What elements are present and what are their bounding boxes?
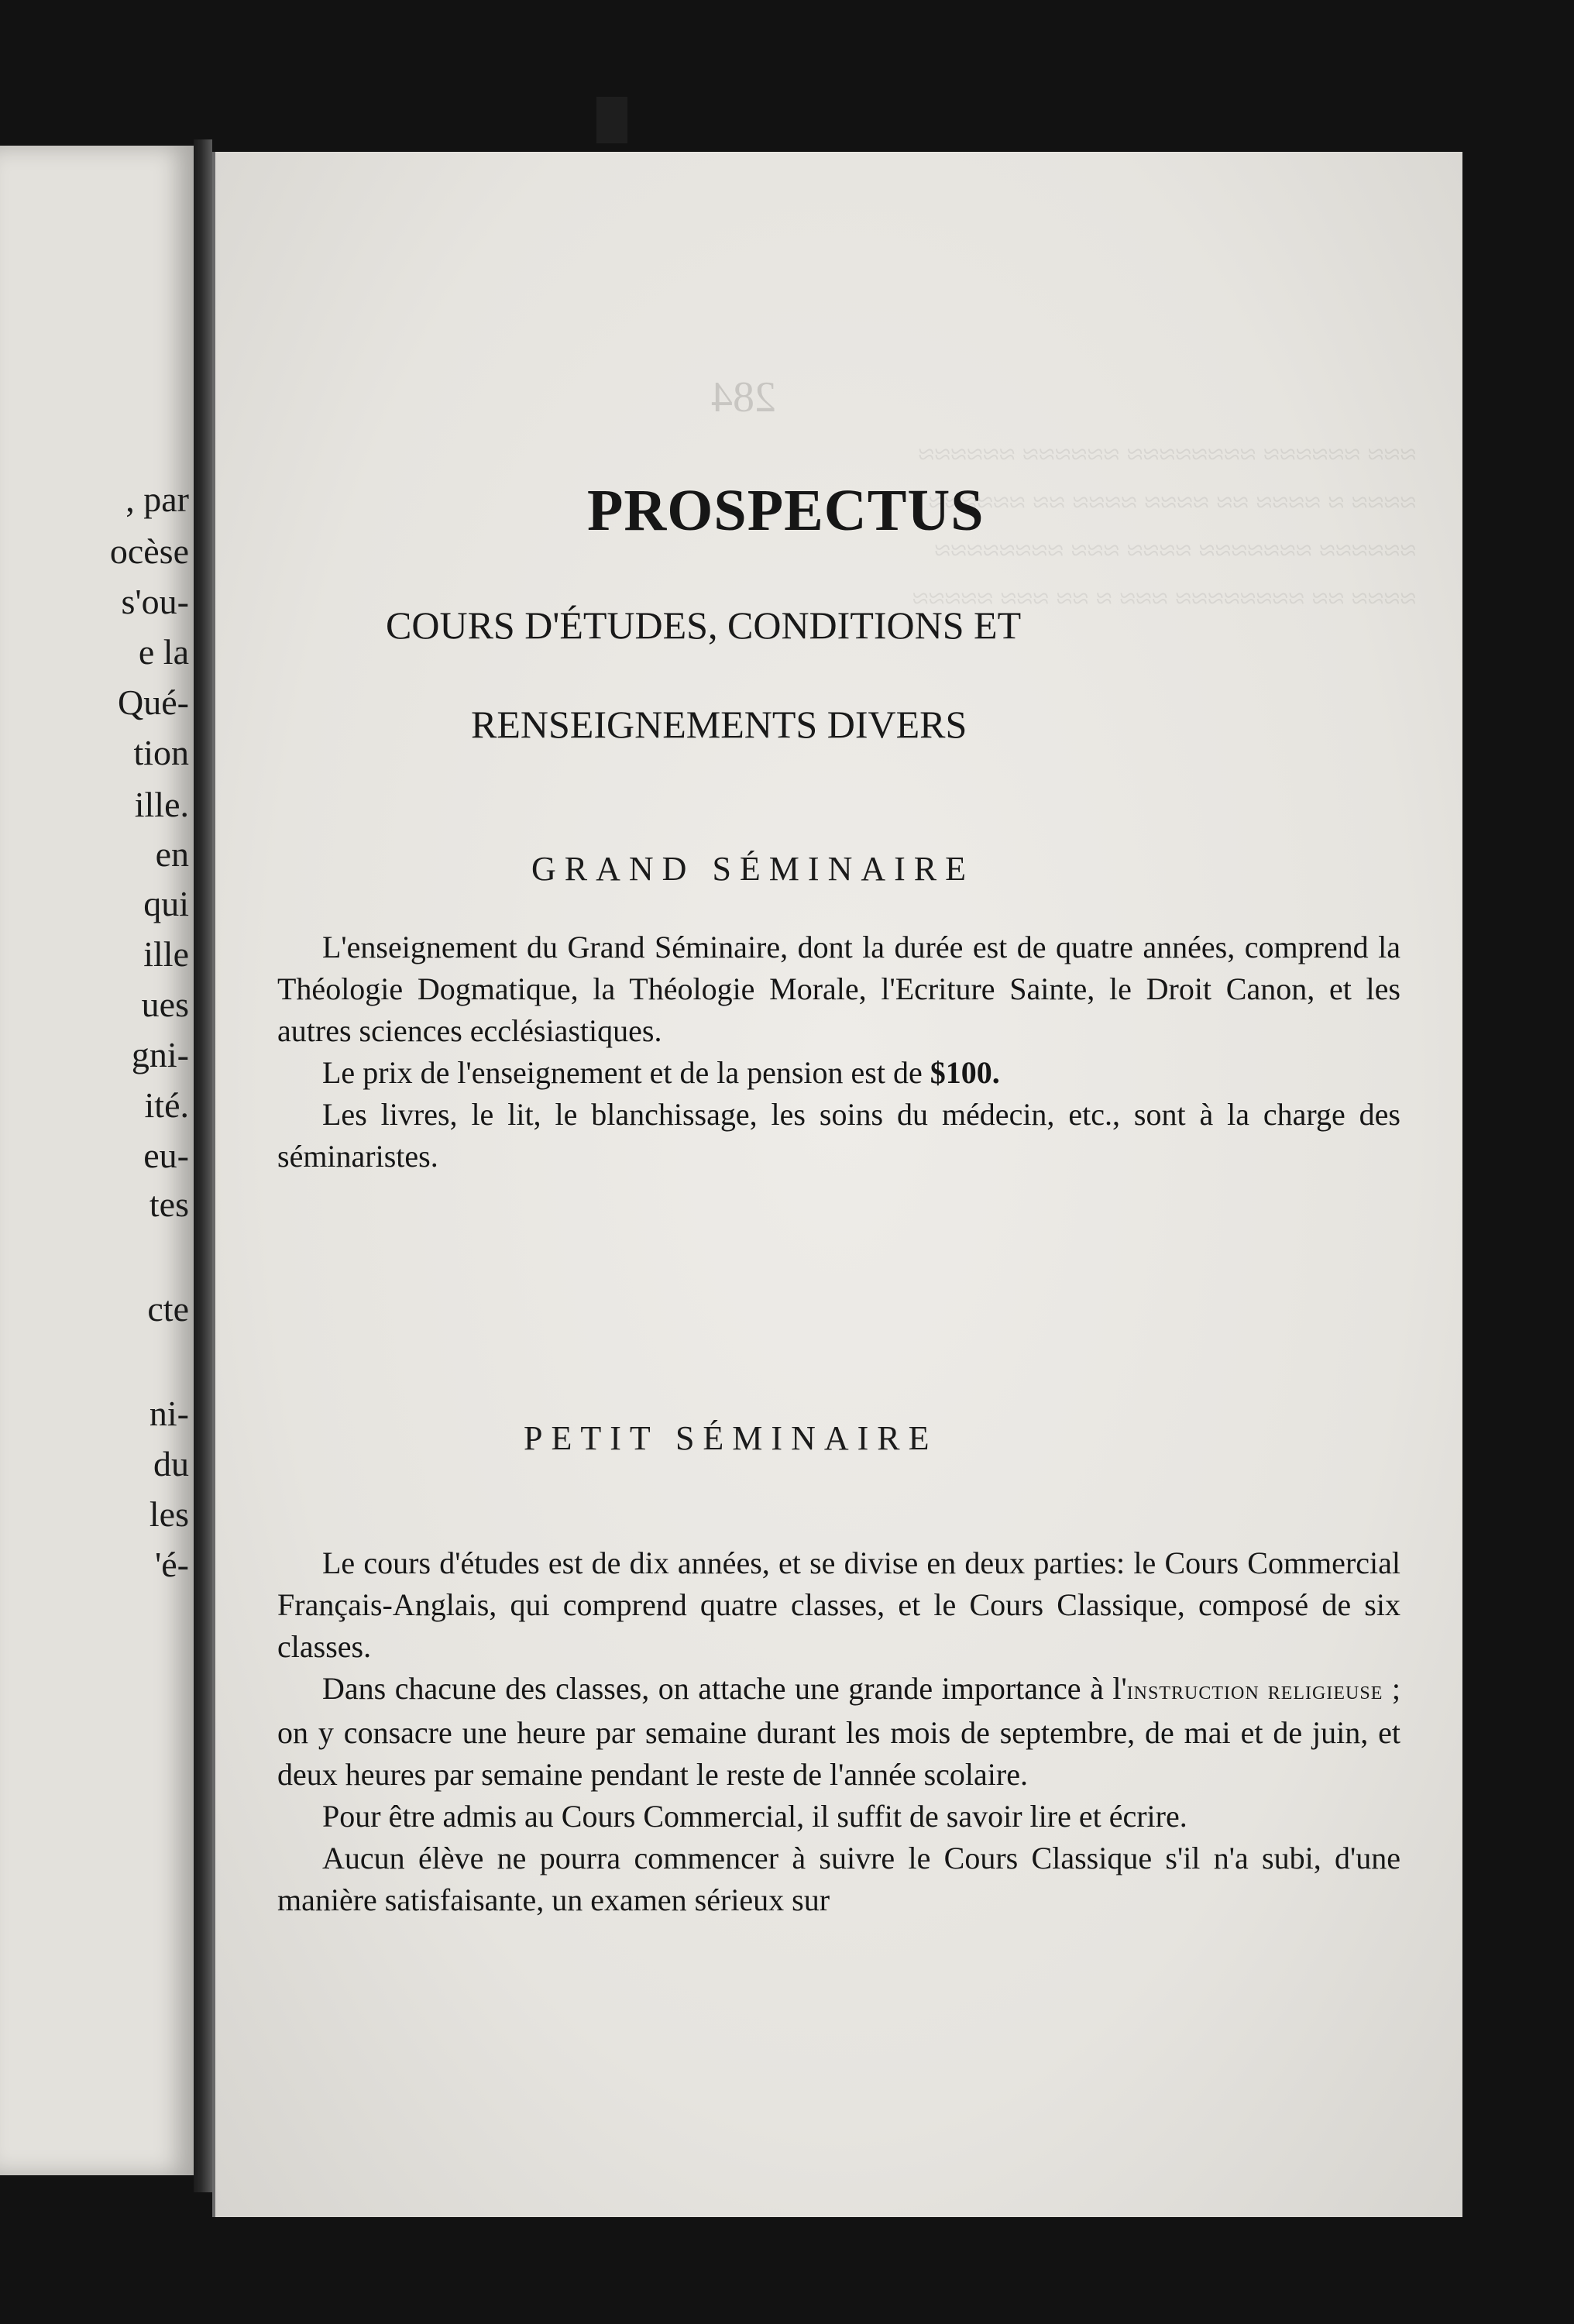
left-page-fragment: tes bbox=[149, 1184, 189, 1224]
left-page-fragment: cte bbox=[147, 1289, 189, 1329]
left-page-fragment: , par bbox=[125, 480, 189, 519]
page-number-bleedthrough: 284 bbox=[711, 373, 776, 421]
left-page-fragment: en bbox=[155, 834, 189, 874]
left-page-fragment: du bbox=[153, 1444, 189, 1483]
left-page-fragment: s'ou- bbox=[121, 582, 189, 621]
subtitle-line-2: RENSEIGNEMENTS DIVERS bbox=[471, 703, 967, 746]
price-sentence: Le prix de l'enseignement et de la pension est de bbox=[322, 1055, 923, 1090]
main-page bbox=[212, 152, 1462, 2217]
grand-seminaire-body bbox=[277, 927, 1400, 1177]
paragraph: Le cours d'études est de dix années, et se divise en deux parties: le Cours Commercial Français-Anglais, qui comprend quatre classes, et le Cours Classique, composé de six classes. bbox=[277, 1545, 1400, 1664]
text-run: Dans chacune des classes, on attache une grande importance à l' bbox=[322, 1671, 1127, 1706]
left-page-fragment: ille. bbox=[134, 785, 189, 824]
left-page-fragment: e la bbox=[138, 632, 189, 672]
paragraph bbox=[277, 1668, 1400, 1796]
left-page-fragment: qui bbox=[143, 884, 189, 923]
paragraph: Aucun élève ne pourra commencer à suivre le Cours Classique s'il n'a subi, d'une manière satisfaisante, un examen sérieux sur bbox=[277, 1841, 1400, 1917]
smallcaps-text: instruction religieuse bbox=[1126, 1676, 1383, 1705]
paragraph bbox=[277, 1052, 1400, 1094]
section-heading-grand-seminaire: GRAND SÉMINAIRE bbox=[531, 850, 974, 888]
paragraph: L'enseignement du Grand Séminaire, dont la durée est de quatre années, comprend la Théologie Dogmatique, la Théologie Morale, l'Ecriture Sainte, le Droit Canon, et les autres sciences ecclésiastiques. bbox=[277, 930, 1400, 1048]
subtitle-line-1: COURS D'ÉTUDES, CONDITIONS ET bbox=[386, 603, 1022, 647]
left-page-fragment: eu- bbox=[143, 1136, 189, 1175]
left-page-fragment: ocèse bbox=[109, 531, 189, 571]
left-page-fragment: tion bbox=[133, 733, 189, 772]
book-gutter bbox=[194, 139, 212, 2192]
paragraph: Pour être admis au Cours Commercial, il suffit de savoir lire et écrire. bbox=[322, 1799, 1187, 1834]
page-title: PROSPECTUS bbox=[587, 478, 985, 543]
left-page-fragment: 'é- bbox=[154, 1545, 189, 1584]
text-run: ; on y consacre une heure par semaine durant les mois de septembre, de mai et de juin, et deux heures par semaine pendant le reste de l'année scolaire. bbox=[277, 1671, 1400, 1792]
bleedthrough-text: ≈≈≈ ≈≈≈≈≈≈ ≈≈≈≈≈≈≈≈ ≈≈≈≈≈≈ ≈≈≈≈≈≈ ≈≈≈≈ ≈ ≈≈≈≈ ≈≈ ≈≈≈≈ ≈≈≈≈ ≈≈ ≈≈≈≈≈≈ ≈≈≈≈≈≈ ≈≈≈≈≈≈≈ ≈≈≈≈ ≈≈≈ ≈≈≈≈≈≈≈≈ ≈≈≈≈ ≈≈ ≈≈≈≈≈≈≈≈ ≈≈≈ ≈ ≈≈ ≈≈≈ ≈≈≈≈≈ bbox=[912, 438, 1416, 615]
left-page bbox=[0, 146, 198, 2175]
left-page-fragment: les bbox=[149, 1494, 189, 1534]
page-scrap bbox=[596, 97, 627, 143]
paragraph: Les livres, le lit, le blanchissage, les soins du médecin, etc., sont à la charge des séminaristes. bbox=[277, 1097, 1400, 1174]
section-heading-petit-seminaire: PETIT SÉMINAIRE bbox=[524, 1419, 938, 1457]
left-page-fragment: ues bbox=[141, 985, 189, 1024]
left-page-fragment: gni- bbox=[131, 1035, 189, 1074]
left-page-fragment: ni- bbox=[149, 1394, 189, 1433]
left-page-fragment: Qué- bbox=[118, 682, 189, 722]
left-page-fragment: ité. bbox=[144, 1085, 189, 1125]
petit-seminaire-body bbox=[277, 1542, 1400, 1921]
price-value: $100. bbox=[930, 1055, 1000, 1090]
left-page-fragment: ille bbox=[143, 934, 189, 974]
